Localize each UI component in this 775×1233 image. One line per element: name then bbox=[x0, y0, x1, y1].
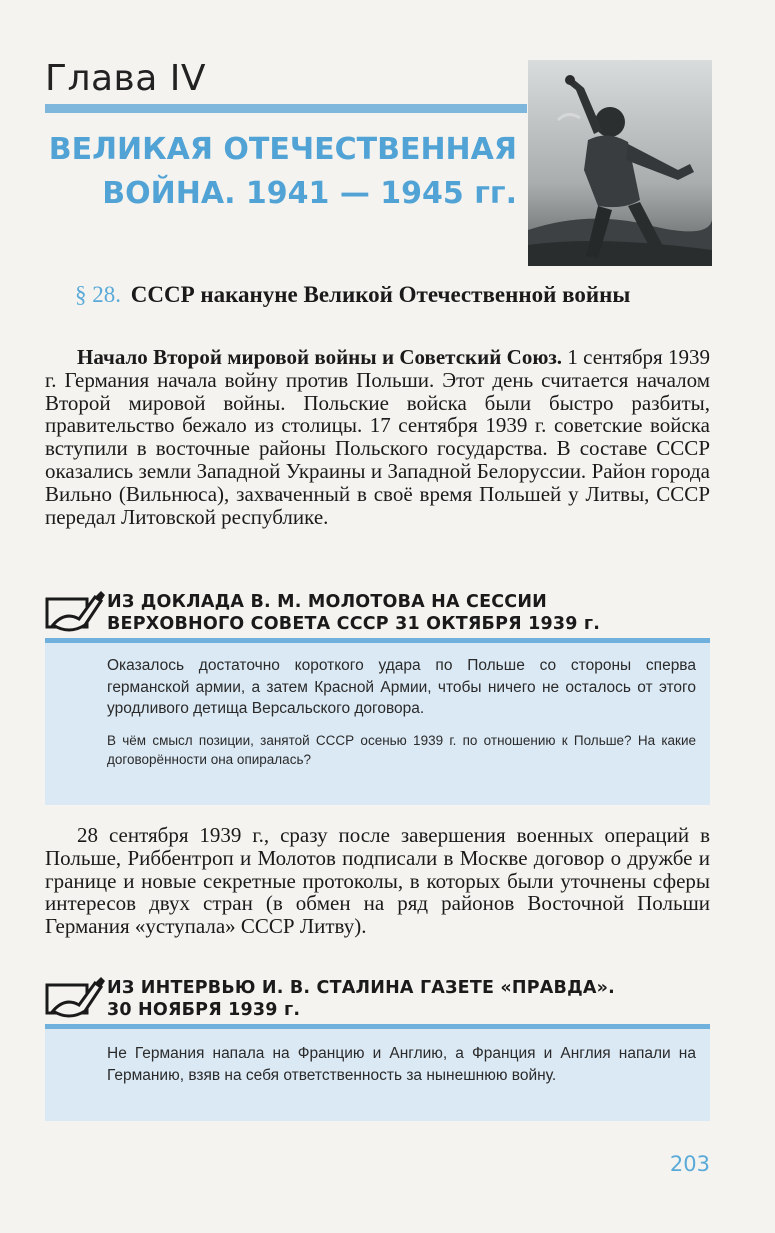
body-paragraph-2: 28 сентября 1939 г., сразу после завершения военных операций в Польше, Риббентроп и Молотов подписали в Москве договор о дружбе и границе и новые секретные протоколы, в которых были уточнены сферы интересов двух стран (в обмен на ряд районов Восточной Польши Германия «уступала» СССР Литву). bbox=[45, 823, 710, 939]
body-paragraph-1 bbox=[45, 346, 710, 528]
document-2-quote: Не Германия напала на Францию и Англию, а Франция и Англия напали на Германию, взяв на себя ответственность за нынешнюю войну. bbox=[107, 1045, 696, 1084]
document-1-quote-box bbox=[45, 643, 710, 805]
soldier-photo bbox=[528, 60, 712, 266]
document-2-title bbox=[107, 977, 707, 1021]
paragraph-1-text: 1 сентября 1939 г. Германия начала войну против Польши. Этот день считается началом Второй мировой войны. Польские войска были быстро разбиты, правительство бежало из столицы. 17 сентября 1939 г. советские войска вступили в восточные районы Польского государства. В составе СССР оказались земли Западной Украины и Западной Белоруссии. Район города Вильно (Вильнюса), захваченный в своё время Польшей у Литвы, СССР передал Литовской республике. bbox=[45, 345, 710, 529]
paragraph-lead: Начало Второй мировой войны и Советский Союз. bbox=[77, 345, 563, 369]
chapter-label: Глава IV bbox=[45, 58, 206, 99]
document-1-title-line1: ИЗ ДОКЛАДА В. М. МОЛОТОВА НА СЕССИИ bbox=[107, 592, 548, 612]
page-number: 203 bbox=[669, 1152, 710, 1176]
chapter-photo bbox=[528, 60, 712, 266]
chapter-title-line1: ВЕЛИКАЯ ОТЕЧЕСТВЕННАЯ bbox=[48, 132, 517, 167]
document-2-quote-box bbox=[45, 1029, 710, 1121]
writing-hand-icon bbox=[45, 975, 105, 1021]
document-1-title-line2: ВЕРХОВНОГО СОВЕТА СССР 31 ОКТЯБРЯ 1939 г. bbox=[107, 614, 601, 634]
document-2-title-line2: 30 НОЯБРЯ 1939 г. bbox=[107, 1000, 301, 1020]
chapter-rule bbox=[45, 104, 527, 113]
document-2-title-line1: ИЗ ИНТЕРВЬЮ И. В. СТАЛИНА ГАЗЕТЕ «ПРАВДА». bbox=[107, 978, 615, 998]
section-heading bbox=[75, 280, 710, 310]
chapter-title bbox=[45, 128, 517, 216]
section-number: § 28. bbox=[75, 282, 121, 307]
document-1-question: В чём смысл позиции, занятой СССР осенью 1939 г. по отношению к Польше? На какие договорённости она опиралась? bbox=[107, 732, 696, 767]
document-1-title bbox=[107, 591, 707, 635]
document-1-quote: Оказалось достаточно короткого удара по Польше со стороны сперва германской армии, а затем Красной Армии, чтобы ничего не осталось от этого уродливого детища Версальского договора. bbox=[107, 657, 696, 717]
section-title: СССР накануне Великой Отечественной войны bbox=[130, 282, 631, 307]
writing-hand-icon bbox=[45, 589, 105, 635]
chapter-title-line2: ВОЙНА. 1941 — 1945 гг. bbox=[102, 176, 517, 211]
